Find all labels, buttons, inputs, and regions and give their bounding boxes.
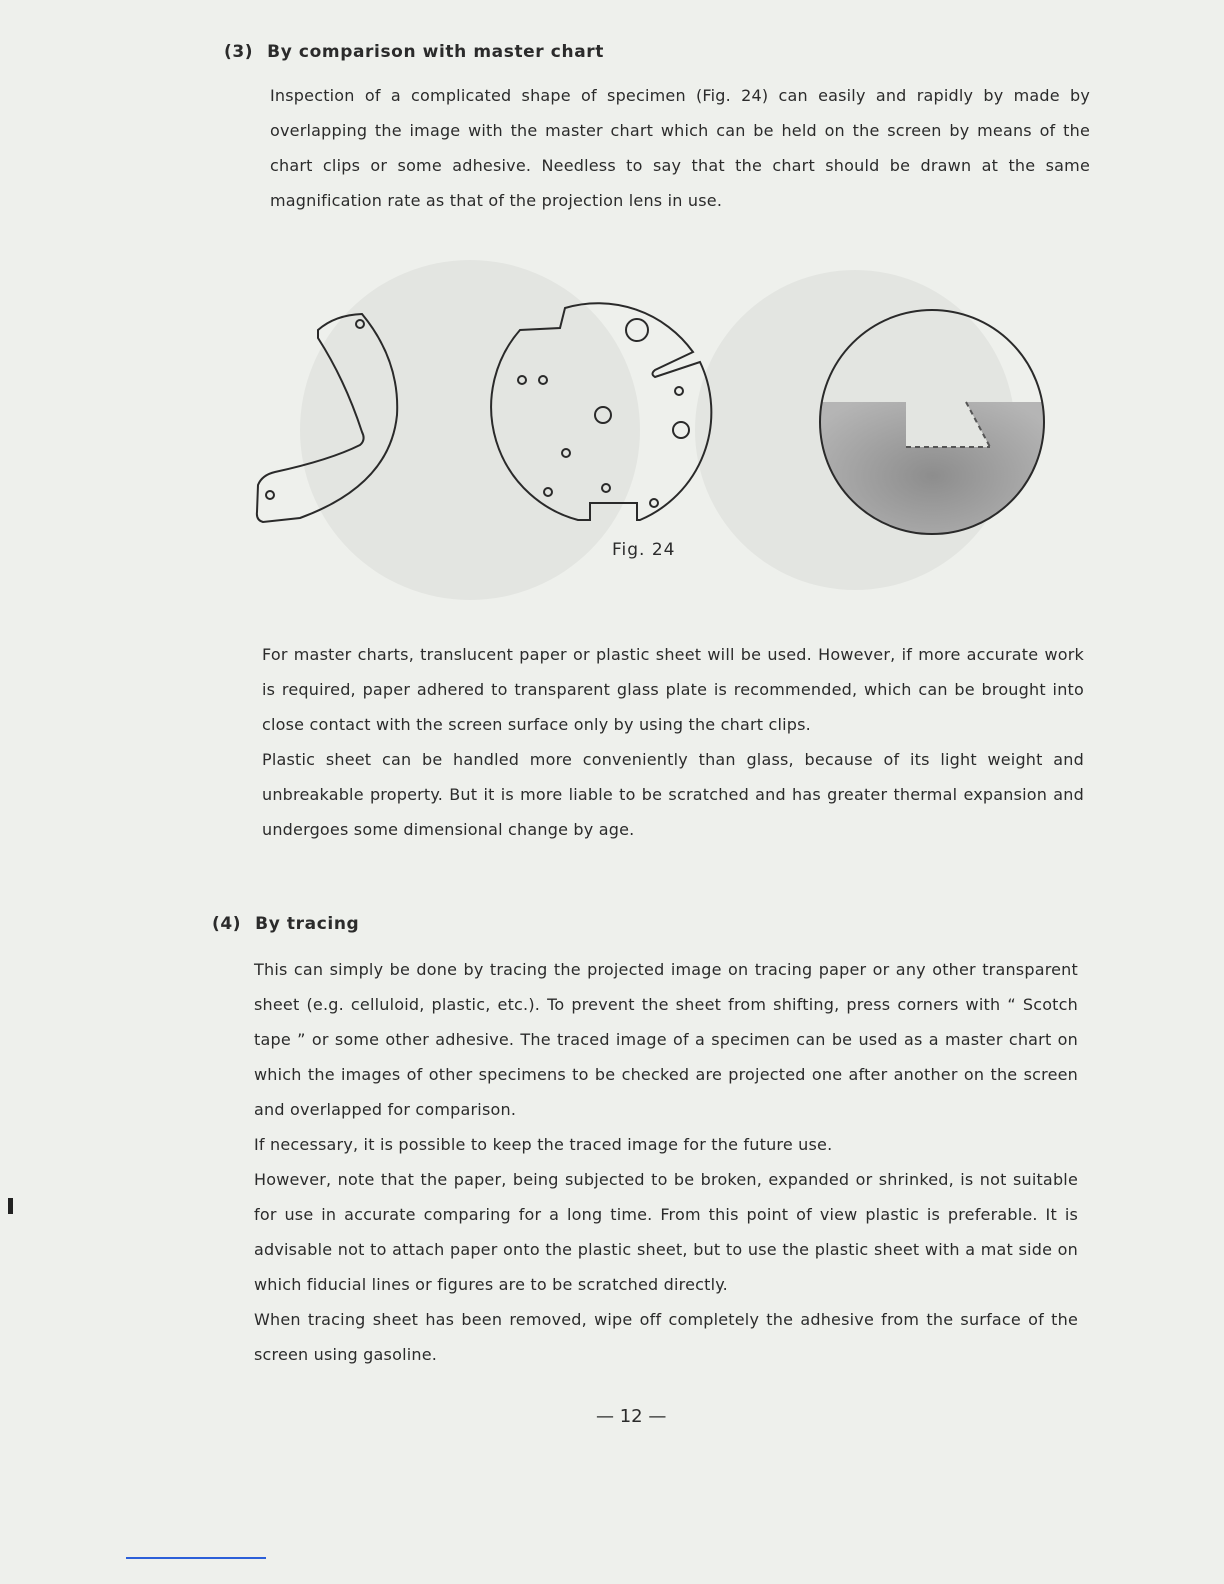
section-3-intro-text: Inspection of a complicated shape of specimen (Fig. 24) can easily and rapidly by made by overlapping the image with the master chart which can be held on the screen by means of the chart clips or some adhesive. Needless to say that the chart should be drawn at the same magnification rate as that of the projection lens in use. <box>270 86 1090 210</box>
master-chart-para-2: Plastic sheet can be handled more conveniently than glass, because of its light weight and unbreakable property. But it is more liable to be scratched and has greater thermal expansion and undergoes some dimensional change by age. <box>262 750 1084 839</box>
master-chart-para-1: For master charts, translucent paper or plastic sheet will be used. However, if more accurate work is required, paper adhered to transparent glass plate is recommended, which can be brought into close contact with the screen surface only by using the chart clips. <box>262 645 1084 734</box>
page-number: — 12 — <box>596 1406 667 1427</box>
scan-edge-line <box>126 1557 266 1559</box>
tracing-para-4: When tracing sheet has been removed, wipe off completely the adhesive from the surface of the screen using gasoline. <box>254 1310 1078 1364</box>
master-chart-materials <box>262 637 1084 847</box>
section-4-body <box>254 952 1078 1372</box>
section-3-intro <box>270 78 1090 218</box>
tracing-para-3: However, note that the paper, being subjected to be broken, expanded or shrinked, is not suitable for use in accurate comparing for a long time. From this point of view plastic is preferable. It is advisable not to attach paper onto the plastic sheet, but to use the plastic sheet with a mat side on which fiducial lines or figures are to be scratched directly. <box>254 1170 1078 1294</box>
tracing-para-1: This can simply be done by tracing the projected image on tracing paper or any other transparent sheet (e.g. celluloid, plastic, etc.). To prevent the sheet from shifting, press corners with “ Scotch tape ” or some other adhesive. The traced image of a specimen can be used as a master chart on which the images of other specimens to be checked are projected one after another on the screen and overlapped for comparison. <box>254 960 1078 1119</box>
section-4-heading <box>212 914 359 934</box>
section-3-number: (3) <box>224 42 254 62</box>
section-4-title: By tracing <box>255 914 360 934</box>
section-4-number: (4) <box>212 914 242 934</box>
margin-mark <box>8 1198 13 1214</box>
fig-24-caption: Fig. 24 <box>612 540 676 560</box>
tracing-para-2: If necessary, it is possible to keep the traced image for the future use. <box>254 1135 833 1154</box>
section-3-title: By comparison with master chart <box>267 42 604 62</box>
bleed-through-circle-left <box>300 260 640 600</box>
section-3-heading <box>224 42 604 62</box>
